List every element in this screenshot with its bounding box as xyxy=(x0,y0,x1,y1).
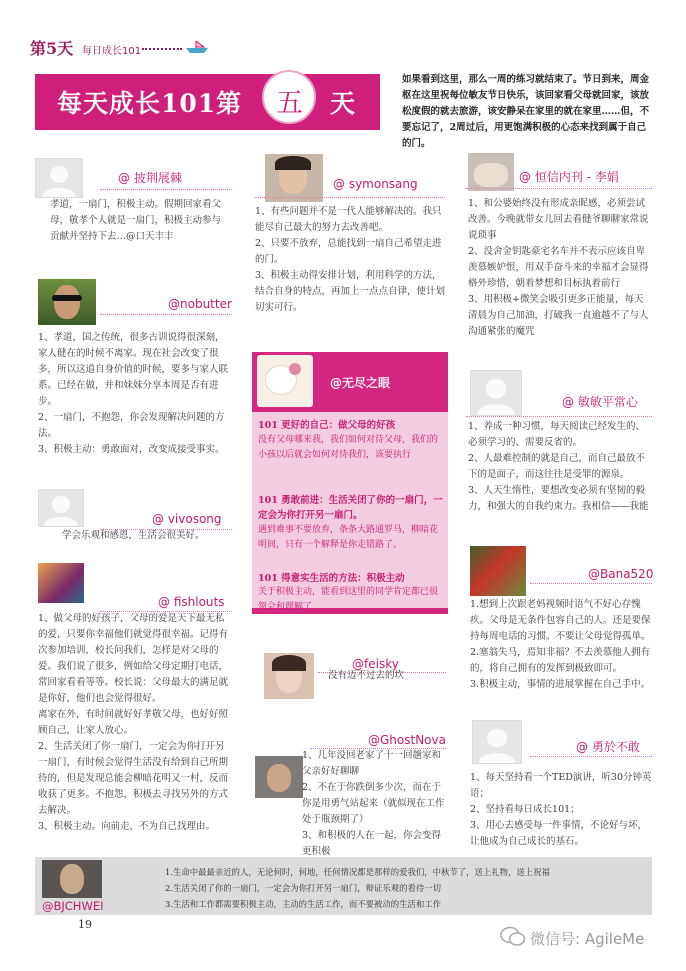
banner-title-left: 每天成长101第 xyxy=(57,89,243,118)
avatar-photo xyxy=(257,355,313,407)
avatar-photo xyxy=(470,546,526,596)
avatar-default xyxy=(472,720,522,764)
comment-text: 1、孝道，国之传统，很多古训说得很深刻，家人健在的时候不离家。现在社会改变了很多，所以这道自身价值的时候，要多与家人联系。已经在做，并和妹妹分享本周是否有进步。 2、一扇门，不抱怨，你会发现解决问题的方法。 3、积极主动：勇敢面对，改变成接受事实。 xyxy=(38,332,229,455)
divider xyxy=(100,314,232,315)
series-label: 每日成长101 xyxy=(82,46,142,57)
avatar-photo xyxy=(38,279,96,325)
divider xyxy=(100,189,232,190)
avatar-photo xyxy=(265,154,323,202)
box-text: 遇到难事不要放弃，条条大路通罗马，柳暗花明间，只有一个解释是你走错路了。 xyxy=(258,525,439,550)
box-text: 没有父母哪来我，我们如何对待父母，我们的小孩以后就会如何对待我们，该要执行 xyxy=(258,435,439,460)
user-handle: @nobutter xyxy=(168,297,232,311)
divider xyxy=(466,416,652,417)
day-label: 第5天 xyxy=(30,39,74,58)
avatar-photo xyxy=(42,860,102,898)
user-handle: @ 披荆展棘 xyxy=(118,171,182,185)
user-handle: @ fishlouts xyxy=(158,595,225,609)
banner-title-right: 天 xyxy=(330,89,356,118)
divider xyxy=(530,583,652,584)
intro-text: 如果看到这里，那么一周的练习就结束了。节日到来，周金枢在这里祝每位敏友节日快乐，该回家看父母就回家，该放松度假的就去旅游，该安静呆在家里的就在家里……但，不要忘记了，2周过后，用更饱满积极的心态来找到属于自己的门。 xyxy=(402,74,650,149)
comment-text: 孝道，一扇门，积极主动。假期回家看父母，敬孝个人就是一扇门，积极主动参与贡献并坚持下去…@口天丰丰 xyxy=(50,199,222,242)
comment-text: 1、养成一种习惯，每天阅读已经发生的、必须学习的、需要反省的。 2、人最难控制的就是自己，而自己最放不下的是面子，而这往往是受罪的源泉。 3、人天生惰性，要想改变必须有坚韧的毅力，和强大的自我约束力。我相信——我能 xyxy=(468,421,649,512)
avatar-photo xyxy=(255,756,303,798)
comment-text: 1、几年没回老家了十一回趟家和父亲好好聊聊 2、不在于你跌倒多少次，而在于你是用勇气站起来（就似现在工作处于瓶颈期了） 3、和积极的人在一起，你会变得更积极 xyxy=(302,750,445,857)
page-number: 19 xyxy=(78,918,92,931)
comment-text: 1、和公婆始终没有形成亲昵感，必须尝试改善。今晚就带女儿回去看健爷聊聊家常说说琐事 2、没舍金钥匙豪宅名车并不表示应该自卑羡慕嫉妒恨，用双手奋斗来的幸福才会显得格外珍惜，朝着梦想和目标执着前行 3、用积极+微笑会吸引更多正能量，每天清晨为自己加油，打破我一直逾越不了与人沟通紧张的魔咒 xyxy=(468,198,649,337)
divider xyxy=(255,197,445,198)
footer-line: 1.生命中最最亲近的人，无论何时，何地，任何情况都是那样的爱我们，中秋节了，送上礼物，送上祝福 xyxy=(165,867,550,877)
comment-text: 1.想到上次跟老妈视频时语气不好心存愧疚。父母是无条件包容自己的人。还是要保持每周电话的习惯。不要让父母觉得孤单。 2.塞翁失马，焉知非福？不去羡慕他人拥有的，将自己拥有的发挥到极致即可。 3.积极主动，事情的进展掌握在自己手中。 xyxy=(470,599,651,690)
user-handle: @ 敏敏平常心 xyxy=(562,395,638,409)
comment-text: 没有迈不过去的坎 xyxy=(328,670,405,681)
divider xyxy=(530,756,652,757)
divider xyxy=(466,188,652,189)
footer-line: 2.生活关闭了你的一扇门，一定会为你打开另一扇门，辩证乐观的看待一切 xyxy=(165,883,441,893)
avatar-photo xyxy=(264,653,314,699)
box-heading: 101 勇敢前进：生活关闭了你的一扇门，一定会为你打开另一扇门。 xyxy=(258,495,443,521)
wechat-icon xyxy=(500,926,526,952)
user-handle: @ vivosong xyxy=(152,512,222,526)
comment-text: 学会乐观和感恩，生活会很美好。 xyxy=(62,530,205,541)
footer-line: 3.生活和工作都需要积极主动，主动的生活工作，而不要被动的生活和工作 xyxy=(165,899,441,909)
user-handle: @ symonsang xyxy=(333,177,418,191)
user-handle: @Bana520 xyxy=(588,567,654,581)
comment-text: 1、有些问题并不是一代人能够解决的。我只能尽自己最大的努力去改善吧。 2、只要不放弃，总能找到一扇自己希望走进的门。 3、积极主动得安排计划，利用科学的方法，结合自身的特点，再加上一点点自律，使计划切实可行。 xyxy=(255,206,446,313)
user-handle: @BJCHWEI xyxy=(42,899,104,913)
box-heading: 101 得意实生活的方法：积极主动 xyxy=(258,573,405,584)
header-dots xyxy=(142,48,182,50)
boat-icon xyxy=(184,39,210,58)
user-handle: @ 勇於不敢 xyxy=(576,740,640,754)
box-title: @无尽之眼 xyxy=(330,376,391,390)
box-heading: 101 更好的自己：做父母的好孩 xyxy=(258,420,396,431)
comment-text: 1、每天坚持看一个TED演讲，听30分钟英语； 2、坚持看每日成长101； 3、用心去感受每一件事情，不论好与坏，让他成为自己成长的基石。 xyxy=(470,772,652,847)
banner-title-circle: 五 xyxy=(276,88,303,119)
comment-text: 1、做父母的好孩子，父母的爱是天下最无私的爱，只要你幸福他们就觉得很幸福。记得有次参加培训，校长问我们，怎样是对父母的爱。我们说了很多，例如给父母定期打电话，常回家看看等等。校长说：父母最大的满足就是你好，他们也会觉得很好。 离家在外，有时间就好好孝敬父母，也好好照顾自己，让家人放心。 2、生活关闭了你一扇门，一定会为你打开另一扇门，有时候会觉得生活没有给到自己所期待的，但是发现总能会柳暗花明又一村，反而收获了更多。不抱怨，积极去寻找另外的方式去解决。 3、积极主动。向前走，不为自己找理由。 xyxy=(38,613,229,832)
box-text: 关于积极主动，能看到这里的同学肯定都已很领会和理解了 xyxy=(258,587,439,612)
avatar-default xyxy=(38,489,84,527)
avatar-default xyxy=(35,158,83,198)
avatar-photo xyxy=(38,563,84,603)
avatar-photo xyxy=(468,153,514,191)
user-handle: @ 恒信内刊 - 李娟 xyxy=(519,170,619,184)
user-handle: @GhostNova xyxy=(368,733,446,747)
watermark: 微信号: AgileMe xyxy=(530,930,645,948)
user-handle: @feisky xyxy=(352,657,399,671)
avatar-default xyxy=(470,370,522,416)
